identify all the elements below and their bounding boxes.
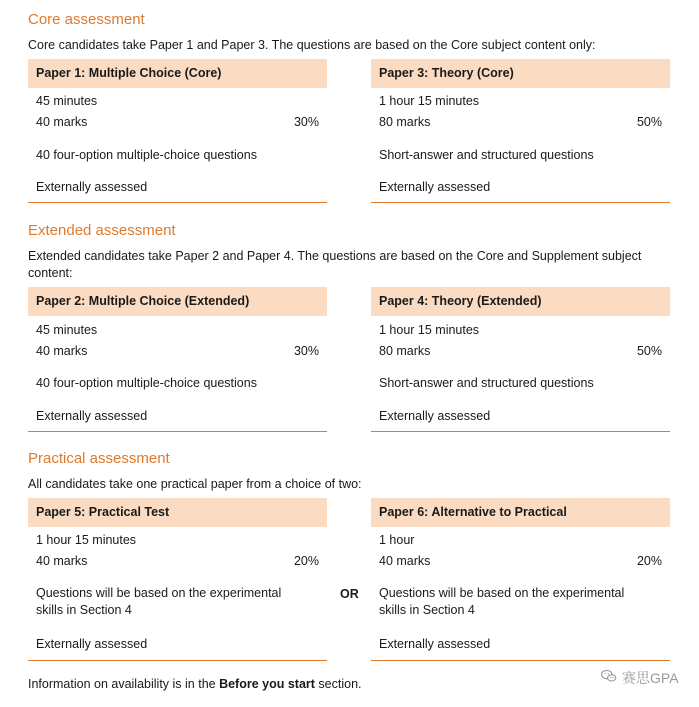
- paper-5-title: Paper 5: Practical Test: [28, 498, 327, 527]
- paper-6-assessment: Externally assessed: [379, 637, 491, 651]
- paper-1-weight: 30%: [293, 115, 319, 129]
- paper-5-assessment: Externally assessed: [36, 637, 148, 651]
- paper-1-assessment: Externally assessed: [36, 180, 148, 194]
- paper-2-duration: 45 minutes: [36, 323, 98, 337]
- paper-5-duration: 1 hour 15 minutes: [36, 533, 137, 547]
- paper-5-weight: 20%: [293, 554, 319, 568]
- paper-3-weight: 50%: [636, 115, 662, 129]
- extended-assessment-intro: Extended candidates take Paper 2 and Paper 4. The questions are based on the Core and Supplement subject content:: [28, 249, 642, 280]
- core-assessment-intro: Core candidates take Paper 1 and Paper 3. The questions are based on the Core subject content only:: [28, 38, 596, 52]
- paper-5-description: Questions will be based on the experimental skills in Section 4: [36, 586, 282, 617]
- paper-1-box: [28, 59, 327, 203]
- paper-3-marks: 80 marks: [379, 115, 431, 129]
- paper-1-duration: 45 minutes: [36, 94, 98, 108]
- paper-3-description: Short-answer and structured questions: [379, 148, 594, 162]
- paper-6-duration: 1 hour: [379, 533, 415, 547]
- paper-3-box: [371, 59, 670, 203]
- paper-6-box: [371, 498, 670, 661]
- paper-4-duration: 1 hour 15 minutes: [379, 323, 480, 337]
- paper-1-title: Paper 1: Multiple Choice (Core): [28, 59, 327, 88]
- paper-2-marks: 40 marks: [36, 344, 88, 358]
- watermark-text: 赛思GPA: [622, 669, 679, 686]
- paper-2-box: [28, 287, 327, 432]
- extended-assessment-title: Extended assessment: [28, 222, 176, 239]
- availability-note-prefix: Information on availability is in the: [28, 677, 220, 691]
- paper-2-title: Paper 2: Multiple Choice (Extended): [28, 287, 327, 316]
- paper-2-description: 40 four-option multiple-choice questions: [36, 376, 257, 390]
- paper-1-description: 40 four-option multiple-choice questions: [36, 148, 257, 162]
- paper-1-marks: 40 marks: [36, 115, 88, 129]
- paper-5-box: [28, 498, 327, 661]
- paper-4-assessment: Externally assessed: [379, 409, 491, 423]
- paper-6-marks: 40 marks: [379, 554, 431, 568]
- or-label: OR: [340, 587, 359, 601]
- paper-2-assessment: Externally assessed: [36, 409, 148, 423]
- watermark: [600, 667, 679, 688]
- practical-assessment-title: Practical assessment: [28, 450, 170, 467]
- paper-3-duration: 1 hour 15 minutes: [379, 94, 480, 108]
- availability-note: [28, 677, 362, 691]
- paper-2-weight: 30%: [293, 344, 319, 358]
- availability-note-suffix: section.: [314, 677, 362, 691]
- practical-assessment-intro: All candidates take one practical paper from a choice of two:: [28, 477, 362, 491]
- paper-4-weight: 50%: [636, 344, 662, 358]
- wechat-icon: [600, 667, 618, 688]
- before-you-start-reference: Before you start: [219, 677, 315, 691]
- paper-3-assessment: Externally assessed: [379, 180, 491, 194]
- paper-3-title: Paper 3: Theory (Core): [371, 59, 670, 88]
- paper-4-box: [371, 287, 670, 432]
- paper-4-description: Short-answer and structured questions: [379, 376, 594, 390]
- paper-5-marks: 40 marks: [36, 554, 88, 568]
- core-assessment-title: Core assessment: [28, 11, 145, 28]
- paper-4-title: Paper 4: Theory (Extended): [371, 287, 670, 316]
- paper-6-title: Paper 6: Alternative to Practical: [371, 498, 670, 527]
- paper-6-description: Questions will be based on the experimental skills in Section 4: [379, 586, 625, 617]
- paper-6-weight: 20%: [636, 554, 662, 568]
- paper-4-marks: 80 marks: [379, 344, 431, 358]
